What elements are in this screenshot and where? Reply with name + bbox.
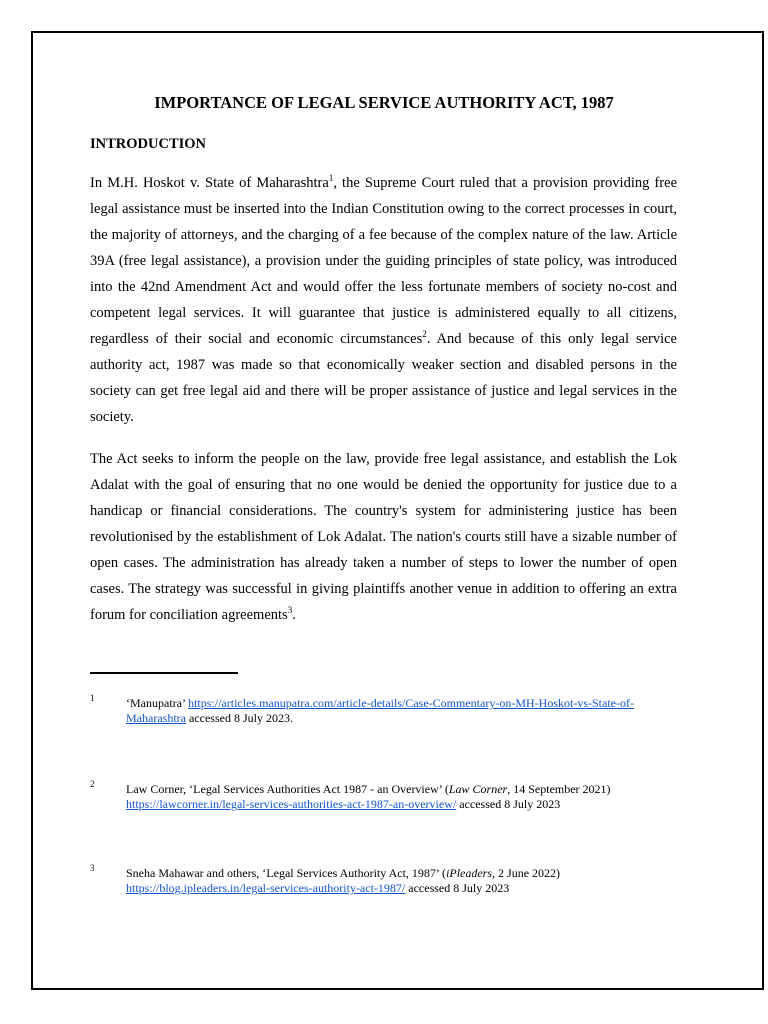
paragraph-text: , the Supreme Court ruled that a provision providing free legal assistance must be inserted into the Indian Constitution owing to the correct processes in court, the majority of attorneys, and the charging of a fee because of the complex nature of the law. Article 39A (free legal assistance), a provision under the guiding principles of state policy, was introduced into the 42nd Amendment Act and would offer the less fortunate members of society no-cost and competent legal services. It will guarantee that justice is administered equally to all citizens, regardless of their social and economic circumstances xyxy=(90,175,678,347)
footnote-ref-2[interactable]: 2 xyxy=(422,329,427,340)
footnote-number: 1 xyxy=(90,693,95,703)
paragraph-introduction xyxy=(90,170,677,430)
paragraph-text: . And because of this only legal service authority act, 1987 was made so that economically weaker section and disabled persons in the society can get free legal aid and there will be proper assistance of justice and legal services in the society. xyxy=(90,331,677,425)
footnote-link[interactable]: https://blog.ipleaders.in/legal-services-authority-act-1987/ xyxy=(126,881,406,895)
footnote-ref-3[interactable]: 3 xyxy=(287,605,293,616)
footnote-accessed: accessed 8 July 2023 xyxy=(456,797,561,811)
footnote-link[interactable]: https://lawcorner.in/legal-services-authorities-act-1987-an-overview/ xyxy=(126,797,457,811)
footnote-lead: Sneha Mahawar and others, ‘Legal Services Authority Act, 1987’ ( xyxy=(126,866,447,880)
footnote-accessed: accessed 8 July 2023 xyxy=(405,881,510,895)
footnote-text xyxy=(126,782,680,812)
paragraph-text: The Act seeks to inform the people on the law, provide free legal assistance, and establish the Lok Adalat with the goal of ensuring that no one would be denied the opportunity for justice due to a handicap or financial considerations. The country's system for administering justice has been revolutionised by the establishment of Lok Adalat. The nation's courts still have a sizable number of open cases. The administration has already taken a number of steps to lower the number of open cases. The strategy was successful in giving plaintiffs another venue in addition to offering an extra forum for conciliation agreements xyxy=(90,451,677,623)
footnote-text xyxy=(126,696,680,726)
footnote-separator xyxy=(90,672,238,674)
footnote-source-tail: , 2 June 2022) xyxy=(492,866,561,880)
footnote-text xyxy=(126,866,680,896)
footnote-source: iPleaders xyxy=(446,866,493,880)
footnote-ref-1[interactable]: 1 xyxy=(328,173,334,184)
document-title: IMPORTANCE OF LEGAL SERVICE AUTHORITY ACT, 1987 xyxy=(154,93,614,112)
footnote-accessed: accessed 8 July 2023. xyxy=(185,711,293,725)
section-heading: INTRODUCTION xyxy=(90,136,207,152)
paragraph-text: . xyxy=(292,607,296,623)
footnote-source-tail: , 14 September 2021) xyxy=(507,782,611,796)
footnote-source: Law Corner xyxy=(448,782,508,796)
footnote-number: 3 xyxy=(90,863,95,873)
paragraph-act-purpose xyxy=(90,446,677,628)
paragraph-text: In M.H. Hoskot v. State of Maharashtra xyxy=(90,175,329,191)
footnote-number: 2 xyxy=(90,779,95,789)
footnote-lead: ‘Manupatra’ xyxy=(126,696,189,710)
footnote-link[interactable]: https://articles.manupatra.com/article-details/Case-Commentary-on-MH-Hoskot-vs-State-of-Maharashtra xyxy=(126,696,634,725)
footnote-lead: Law Corner, ‘Legal Services Authorities Act 1987 - an Overview’ ( xyxy=(126,782,449,796)
